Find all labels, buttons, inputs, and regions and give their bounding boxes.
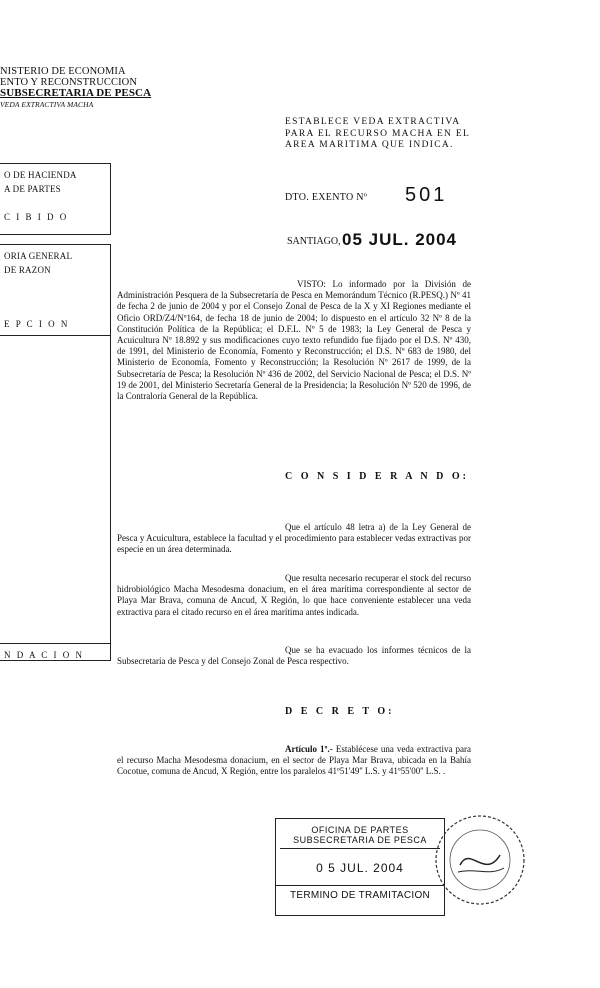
sidebar-text: N D A C I O N <box>4 650 85 660</box>
divider <box>0 335 110 336</box>
sidebar-box-hacienda <box>0 163 111 235</box>
decreto-heading: D E C R E T O: <box>285 706 395 717</box>
stamp-date: 0 5 JUL. 2004 <box>316 861 404 875</box>
sidebar-box-contraloria <box>0 244 111 661</box>
decree-date: 05 JUL. 2004 <box>342 230 458 249</box>
sidebar-text: DE RAZON <box>4 265 51 275</box>
considerando-item-1: Que el artículo 48 letra a) de la Ley General de Pesca y Acuicultura, establece la facultad y el procedimiento para establecer vedas extractivas por especie en un área determinada. <box>117 522 471 555</box>
articulo-label: Artículo 1º.- <box>285 744 333 754</box>
stamp-line-2: SUBSECRETARIA DE PESCA <box>293 835 427 845</box>
header-line-2: ENTO Y RECONSTRUCCION <box>0 77 138 88</box>
considerando-heading: C O N S I D E R A N D O: <box>285 471 469 482</box>
decree-number: 501 <box>405 184 448 206</box>
stamp-footer: TERMINO DE TRAMITACION <box>289 890 431 901</box>
articulo-1 <box>117 744 471 778</box>
divider <box>0 643 110 644</box>
header-line-1: NISTERIO DE ECONOMIA <box>0 66 126 77</box>
round-seal-icon <box>430 810 530 910</box>
visto-paragraph: VISTO: Lo informado por la División de Administración Pesquera de la Subsecretaría de Pesca en Memorándum Técnico (R.PESQ.) Nº 41 de fecha 2 de junio de 2004 y por el Consejo Zonal de Pesca de la X y XI Regiones mediante el Oficio ORD/Z4/Nº164, de fecha 18 de junio de 2004; lo dispuesto en el artículo 32 Nº 8 de la Constitución Política de la República; el D.F.L. Nº 5 de 1983; la Ley General de Pesca y Acuicultura Nº 18.892 y sus modificaciones cuyo texto refundido fue fijado por el D.S. Nº 430, de 1991, del Ministerio de Economía, Fomento y Reconstrucción; el D.S. Nº 683 de 1980, del Ministerio de Economía, Fomento y Reconstrucción; la Resolución Nº 2617 de 1999, de la Subsecretaría de Pesca; la Resolución Nº 436 de 2002, del Servicio Nacional de Pesca; el D.S. Nº 19 de 2001, del Ministerio Secretaría General de la Presidencia; la Resolución Nº 520 de 1996, de la Contraloría General de la República. <box>117 279 471 402</box>
stamp-divider <box>280 848 440 849</box>
decree-place: SANTIAGO, <box>287 236 341 247</box>
ministry-header <box>0 66 151 110</box>
sidebar-text: E P C I O N <box>4 319 70 329</box>
header-line-4: VEDA EXTRACTIVA MACHA <box>0 100 94 109</box>
sidebar-text: ORIA GENERAL <box>4 251 73 261</box>
sidebar-text: A DE PARTES <box>4 184 61 194</box>
header-line-3: SUBSECRETARIA DE PESCA <box>0 87 152 99</box>
considerando-item-3: Que se ha evacuado los informes técnicos de la Subsecretaría de Pesca y del Consejo Zonal de Pesca respectivo. <box>117 645 471 667</box>
sidebar-text: C I B I D O <box>4 212 69 222</box>
title-line: PARA EL RECURSO MACHA EN EL <box>285 128 471 139</box>
stamp-line-1: OFICINA DE PARTES <box>311 825 409 835</box>
decree-label: DTO. EXENTO Nº <box>285 192 368 203</box>
sidebar-text: O DE HACIENDA <box>4 170 77 180</box>
title-line: AREA MARITIMA QUE INDICA. <box>285 140 454 150</box>
decree-title <box>285 117 470 152</box>
articulo-text: Establécese una veda extractiva para el recurso Macha Mesodesma donacium, en el sector de Playa Mar Brava, ubicada en la Bahía Cocotue, comuna de Ancud, X Región, entre los paralelos 41º51'49'' L.S. y 41º55'00'' L.S. . <box>117 744 471 777</box>
title-line: ESTABLECE VEDA EXTRACTIVA <box>285 117 461 127</box>
considerando-item-2: Que resulta necesario recuperar el stock del recurso hidrobiológico Macha Mesodesma donacium, en el área marítima correspondiente al sector de Playa Mar Brava, comuna de Ancud, X Región, lo que hace conveniente establecer una veda extractiva para el citado recurso en el área marítima antes indicada. <box>117 573 471 617</box>
oficina-partes-stamp <box>275 818 445 916</box>
stamp-divider <box>276 885 444 886</box>
